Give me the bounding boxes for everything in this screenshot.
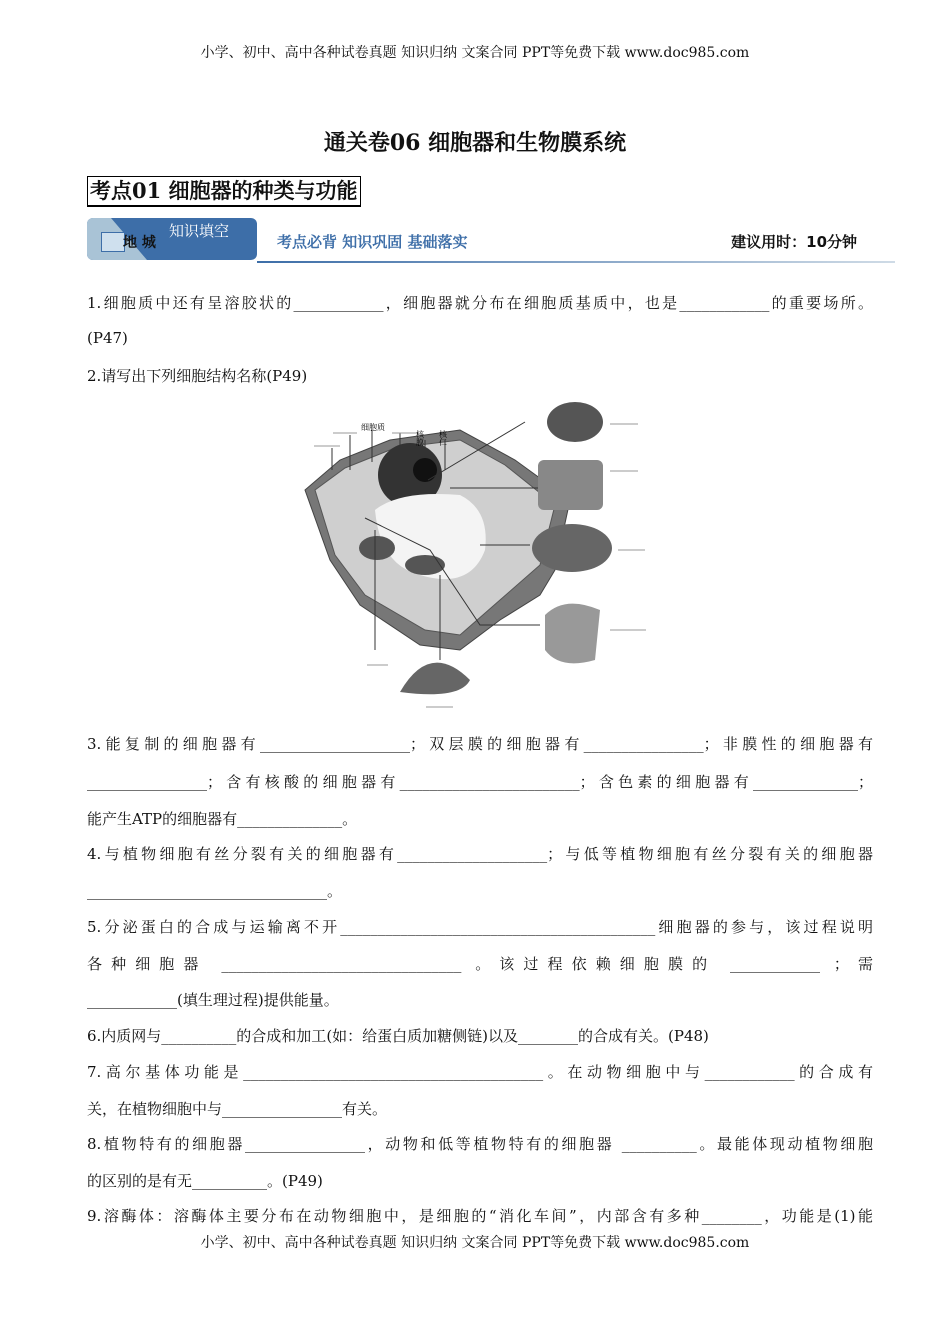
- question-line: (P47): [87, 329, 128, 347]
- endoplasmic-organelle-image: [547, 402, 603, 442]
- banner-overlay-text: 地 城: [123, 235, 156, 251]
- question-line: ____________(填生理过程)提供能量。: [87, 991, 339, 1009]
- question-line: 9.溶酶体：溶酶体主要分布在动物细胞中，是细胞的“消化车间”，内部含有多种________，功能是(1)能: [87, 1207, 873, 1225]
- page-header: 小学、初中、高中各种试卷真题 知识归纳 文案合同 PPT等免费下载 www.doc985.com: [200, 45, 750, 61]
- question-line: 能产生ATP的细胞器有______________。: [87, 810, 358, 828]
- question-line: 4.与植物细胞有丝分裂有关的细胞器有____________________；与低等植物细胞有丝分裂有关的细胞器: [87, 845, 873, 863]
- section-banner: [87, 218, 895, 262]
- golgi-image: [545, 604, 600, 664]
- question-line: ________________；含有核酸的细胞器有________________________；含色素的细胞器有______________；: [87, 773, 873, 791]
- question-line: 8.植物特有的细胞器________________，动物和低等植物特有的细胞器 __________。最能体现动植物细胞: [87, 1135, 873, 1153]
- question-line: 关，在植物细胞中与________________有关。: [87, 1100, 388, 1118]
- question-line: 各种细胞器 ________________________________ 。该过程依赖细胞膜的 ____________ ；需: [87, 955, 873, 973]
- question-line: 6.内质网与__________的合成和加工(如：给蛋白质加糖侧链)以及________的合成有关。(P48): [87, 1027, 709, 1045]
- er-image: [538, 460, 603, 510]
- question-line: 1.细胞质中还有呈溶胶状的____________，细胞器就分布在细胞质基质中，也是____________的重要场所。: [87, 294, 873, 312]
- label-nuclear-membrane: 核膜: [415, 430, 425, 446]
- question-line: ________________________________。: [87, 882, 343, 900]
- section-heading: 考点01 细胞器的种类与功能: [87, 176, 361, 207]
- banner-slogan: 考点必背 知识巩固 基础落实: [277, 233, 468, 251]
- label-nucleolus: 核仁: [438, 430, 448, 446]
- label-cytoplasm: 细胞质: [361, 423, 385, 432]
- mitochondrion-image: [532, 524, 612, 572]
- banner-underline: [257, 261, 895, 263]
- book-icon: [101, 232, 125, 252]
- chloroplast-image: [400, 663, 470, 695]
- question-line: 5.分泌蛋白的合成与运输离不开__________________________________________细胞器的参与，该过程说明: [87, 918, 873, 936]
- suggested-time: 建议用时：10分钟: [731, 233, 857, 251]
- banner-tag-label: 知识填空: [169, 222, 230, 240]
- plant-cell-diagram: [300, 400, 660, 712]
- page-footer: 小学、初中、高中各种试卷真题 知识归纳 文案合同 PPT等免费下载 www.doc985.com: [200, 1235, 750, 1251]
- question-line: 2.请写出下列细胞结构名称(P49): [87, 367, 308, 385]
- question-line: 的区别的是有无__________。(P49): [87, 1172, 323, 1190]
- question-line: 3.能复制的细胞器有____________________；双层膜的细胞器有________________；非膜性的细胞器有: [87, 735, 873, 753]
- page-title: 通关卷06 细胞器和生物膜系统: [323, 130, 627, 156]
- question-line: 7.高尔基体功能是________________________________________。在动物细胞中与____________的合成有: [87, 1063, 873, 1081]
